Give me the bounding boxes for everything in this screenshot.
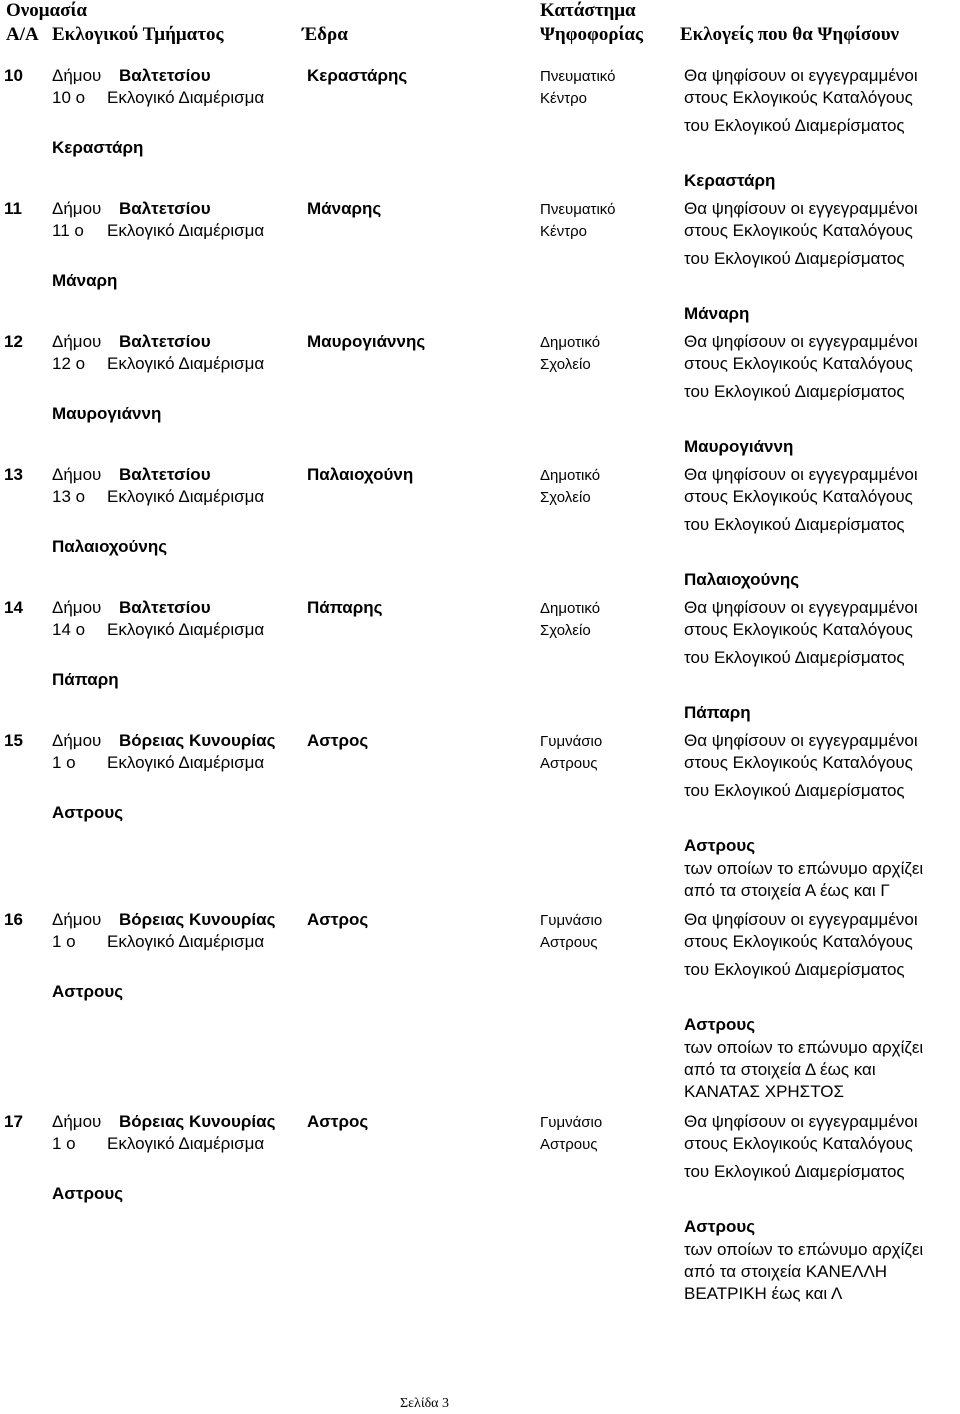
municipality-label: Δήμου: [52, 1112, 102, 1131]
voters-line1: Θα ψηφίσουν οι εγγεγραμμένοι: [684, 910, 918, 929]
unit-label: Εκλογικό Διαμέρισμα: [107, 88, 265, 107]
section-number: 14: [4, 598, 23, 617]
municipality-name: Βαλτετσίου: [119, 465, 211, 484]
voters-line2: στους Εκλογικούς Καταλόγους: [684, 487, 913, 506]
unit-number: 10 ο: [52, 88, 86, 107]
venue-line2: Κέντρο: [540, 90, 587, 107]
municipality-name: Βαλτετσίου: [119, 332, 211, 351]
seat-name: Πάπαρης: [307, 598, 383, 617]
voters-extra-line: των οποίων το επώνυμο αρχίζει: [684, 859, 924, 878]
unit-name: Μαυρογιάννη: [52, 404, 162, 423]
venue-line2: Αστρους: [540, 755, 598, 772]
seat-name: Αστρος: [307, 731, 369, 750]
voters-line3: του Εκλογικού Διαμερίσματος: [684, 116, 905, 135]
header-venue-line2: Ψηφοφορίας: [540, 24, 643, 45]
section-number: 17: [4, 1112, 23, 1131]
header-venue-line1: Κατάστημα: [540, 0, 636, 21]
voters-line1: Θα ψηφίσουν οι εγγεγραμμένοι: [684, 731, 918, 750]
venue-line2: Σχολείο: [540, 356, 591, 373]
municipality-label: Δήμου: [52, 66, 102, 85]
municipality-name: Βαλτετσίου: [119, 598, 211, 617]
municipality-name: Βόρειας Κυνουρίας: [119, 910, 276, 929]
voters-line3: του Εκλογικού Διαμερίσματος: [684, 249, 905, 268]
unit-label: Εκλογικό Διαμέρισμα: [107, 221, 265, 240]
voters-line4: Αστρους: [684, 1015, 756, 1034]
voters-line1: Θα ψηφίσουν οι εγγεγραμμένοι: [684, 332, 918, 351]
venue-line2: Σχολείο: [540, 489, 591, 506]
voters-line4: Κεραστάρη: [684, 171, 776, 190]
voters-line2: στους Εκλογικούς Καταλόγους: [684, 932, 913, 951]
seat-name: Αστρος: [307, 1112, 369, 1131]
page-number: Σελίδα 3: [400, 1396, 450, 1411]
unit-name: Πάπαρη: [52, 670, 119, 689]
municipality-label: Δήμου: [52, 731, 102, 750]
voters-line3: του Εκλογικού Διαμερίσματος: [684, 515, 905, 534]
venue-line2: Αστρους: [540, 1136, 598, 1153]
header-voters: Εκλογείς που θα Ψηφίσουν: [680, 24, 900, 45]
unit-number: 1 ο: [52, 753, 76, 772]
unit-name: Κεραστάρη: [52, 138, 144, 157]
venue-line1: Πνευματικό: [540, 201, 616, 218]
unit-number: 14 ο: [52, 620, 86, 639]
unit-name: Αστρους: [52, 803, 124, 822]
section-number: 16: [4, 910, 23, 929]
section-number: 13: [4, 465, 23, 484]
section-number: 11: [4, 199, 22, 218]
municipality-name: Βόρειας Κυνουρίας: [119, 731, 276, 750]
unit-name: Αστρους: [52, 1184, 124, 1203]
header-name-line1: Ονομασία: [6, 0, 87, 21]
seat-name: Παλαιοχούνη: [307, 465, 414, 484]
venue-line1: Πνευματικό: [540, 68, 616, 85]
voters-line3: του Εκλογικού Διαμερίσματος: [684, 781, 905, 800]
voters-extra-line: ΒΕΑΤΡΙΚΗ έως και Λ: [684, 1284, 843, 1303]
venue-line1: Δημοτικό: [540, 467, 601, 484]
seat-name: Αστρος: [307, 910, 369, 929]
venue-line1: Γυμνάσιο: [540, 912, 603, 929]
unit-label: Εκλογικό Διαμέρισμα: [107, 487, 265, 506]
venue-line1: Δημοτικό: [540, 334, 601, 351]
voters-line4: Πάπαρη: [684, 703, 751, 722]
municipality-name: Βόρειας Κυνουρίας: [119, 1112, 276, 1131]
unit-number: 12 ο: [52, 354, 86, 373]
voters-line4: Μαυρογιάννη: [684, 437, 794, 456]
unit-name: Μάναρη: [52, 271, 118, 290]
venue-line1: Γυμνάσιο: [540, 1114, 603, 1131]
voters-line4: Αστρους: [684, 1217, 756, 1236]
voters-line1: Θα ψηφίσουν οι εγγεγραμμένοι: [684, 199, 918, 218]
unit-number: 13 ο: [52, 487, 86, 506]
voters-extra-line: από τα στοιχεία Δ έως και: [684, 1060, 876, 1079]
municipality-label: Δήμου: [52, 910, 102, 929]
unit-label: Εκλογικό Διαμέρισμα: [107, 354, 265, 373]
venue-line1: Γυμνάσιο: [540, 733, 603, 750]
unit-number: 1 ο: [52, 932, 76, 951]
venue-line2: Σχολείο: [540, 622, 591, 639]
unit-label: Εκλογικό Διαμέρισμα: [107, 1134, 265, 1153]
voters-line4: Μάναρη: [684, 304, 750, 323]
municipality-label: Δήμου: [52, 332, 102, 351]
voters-line3: του Εκλογικού Διαμερίσματος: [684, 960, 905, 979]
voters-line1: Θα ψηφίσουν οι εγγεγραμμένοι: [684, 465, 918, 484]
unit-number: 1 ο: [52, 1134, 76, 1153]
voters-line2: στους Εκλογικούς Καταλόγους: [684, 354, 913, 373]
municipality-label: Δήμου: [52, 598, 102, 617]
voters-line2: στους Εκλογικούς Καταλόγους: [684, 221, 913, 240]
seat-name: Κεραστάρης: [307, 66, 408, 85]
voters-line2: στους Εκλογικούς Καταλόγους: [684, 1134, 913, 1153]
header-aa: Α/Α: [6, 24, 39, 45]
voters-extra-line: από τα στοιχεία Α έως και Γ: [684, 881, 890, 900]
voters-extra-line: των οποίων το επώνυμο αρχίζει: [684, 1038, 924, 1057]
header-seat: Έδρα: [302, 24, 348, 45]
unit-number: 11 ο: [52, 221, 84, 240]
section-number: 12: [4, 332, 23, 351]
voters-extra-line: από τα στοιχεία ΚΑΝΕΛΛΗ: [684, 1262, 888, 1281]
voters-extra-line: των οποίων το επώνυμο αρχίζει: [684, 1240, 924, 1259]
seat-name: Μαυρογιάννης: [307, 332, 426, 351]
unit-label: Εκλογικό Διαμέρισμα: [107, 932, 265, 951]
header-name-line2: Εκλογικού Τμήματος: [52, 24, 224, 45]
venue-line1: Δημοτικό: [540, 600, 601, 617]
section-number: 15: [4, 731, 23, 750]
unit-label: Εκλογικό Διαμέρισμα: [107, 620, 265, 639]
voters-line3: του Εκλογικού Διαμερίσματος: [684, 1162, 905, 1181]
unit-name: Παλαιοχούνης: [52, 537, 168, 556]
municipality-name: Βαλτετσίου: [119, 66, 211, 85]
voters-line2: στους Εκλογικούς Καταλόγους: [684, 88, 913, 107]
venue-line2: Αστρους: [540, 934, 598, 951]
section-number: 10: [4, 66, 23, 85]
voters-line3: του Εκλογικού Διαμερίσματος: [684, 648, 905, 667]
voters-line1: Θα ψηφίσουν οι εγγεγραμμένοι: [684, 1112, 918, 1131]
municipality-label: Δήμου: [52, 465, 102, 484]
municipality-name: Βαλτετσίου: [119, 199, 211, 218]
unit-label: Εκλογικό Διαμέρισμα: [107, 753, 265, 772]
unit-name: Αστρους: [52, 982, 124, 1001]
voters-line1: Θα ψηφίσουν οι εγγεγραμμένοι: [684, 598, 918, 617]
seat-name: Μάναρης: [307, 199, 382, 218]
voters-line2: στους Εκλογικούς Καταλόγους: [684, 753, 913, 772]
voters-line1: Θα ψηφίσουν οι εγγεγραμμένοι: [684, 66, 918, 85]
voters-line2: στους Εκλογικούς Καταλόγους: [684, 620, 913, 639]
voters-line3: του Εκλογικού Διαμερίσματος: [684, 382, 905, 401]
voters-line4: Παλαιοχούνης: [684, 570, 800, 589]
municipality-label: Δήμου: [52, 199, 102, 218]
venue-line2: Κέντρο: [540, 223, 587, 240]
voters-line4: Αστρους: [684, 836, 756, 855]
voters-extra-line: ΚΑΝΑΤΑΣ ΧΡΗΣΤΟΣ: [684, 1082, 844, 1101]
